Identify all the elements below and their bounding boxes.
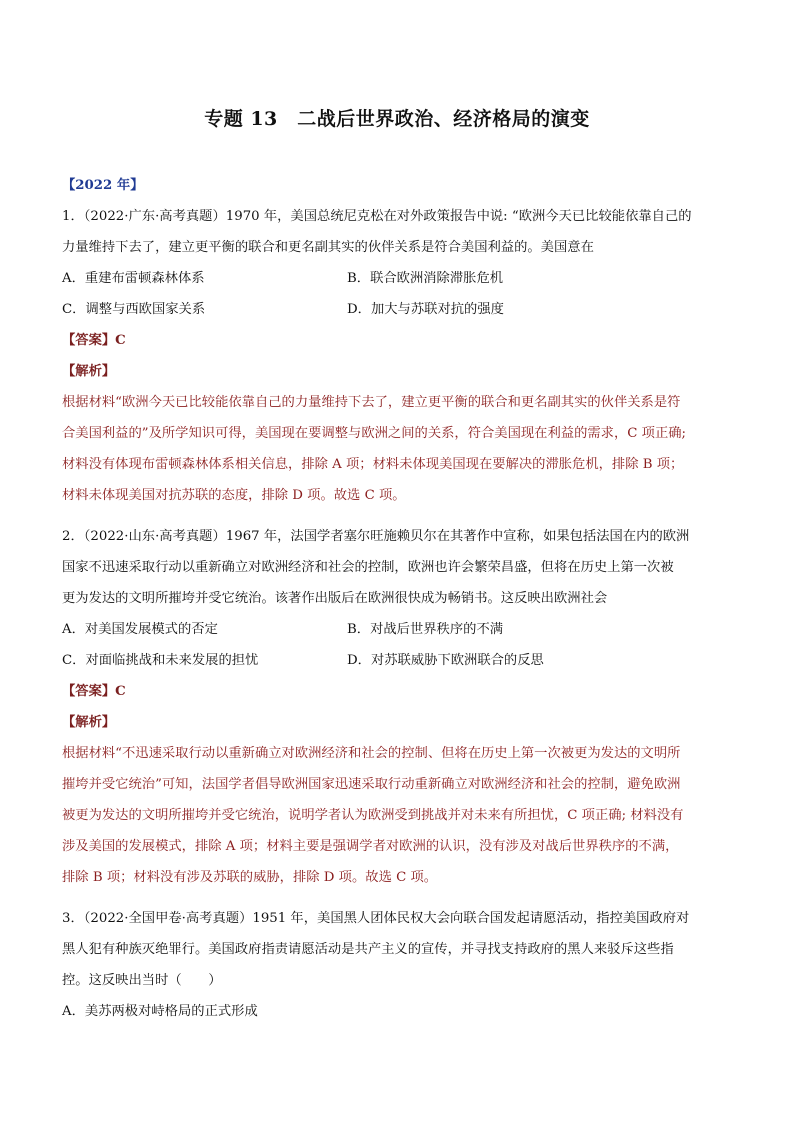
analysis-label: 【解析】: [62, 715, 116, 730]
analysis-line: 摧垮并受它统治”可知，法国学者倡导欧洲国家迅速采取行动重新确立对欧洲经济和社会的控制，避免欧洲: [62, 777, 681, 792]
year-section: [62, 170, 730, 201]
question-stem-line: 黑人犯有种族灭绝罪行。美国政府指责请愿活动是共产主义的宣传，并寻找支持政府的黑人来驳斥这些指: [62, 942, 674, 957]
year-heading: 【2022 年】: [62, 178, 144, 193]
option-a: A．对美国发展模式的否定: [62, 622, 218, 637]
question-3: [62, 903, 730, 1027]
option-c: C．调整与西欧国家关系: [62, 302, 206, 317]
answer-label: 【答案】C: [62, 333, 126, 348]
analysis-line: 根据材料“不迅速采取行动以重新确立对欧洲经济和社会的控制、但将在历史上第一次被更为发达的文明所: [62, 746, 681, 761]
options-row: [62, 294, 730, 325]
page-title: 专题 13 二战后世界政治、经济格局的演变: [204, 108, 590, 130]
question-stem-line: 力量维持下去了，建立更平衡的联合和更名副其实的伙伴关系是符合美国利益的。美国意在: [62, 240, 594, 255]
question-stem-line: 控。这反映出当时（ ）: [62, 973, 222, 988]
question-stem-line: 3．（2022·全国甲卷·高考真题）1951 年，美国黑人团体民权大会向联合国发起请愿活动，指控美国政府对: [62, 911, 690, 926]
analysis-line: 材料没有体现布雷顿森林体系相关信息，排除 A 项；材料未体现美国现在要解决的滞胀危机，排除 B 项；: [62, 457, 684, 472]
analysis-line: 材料未体现美国对抗苏联的态度，排除 D 项。故选 C 项。: [62, 488, 406, 503]
answer-label: 【答案】C: [62, 684, 126, 699]
options-row: [62, 645, 730, 676]
option-d: D．对苏联威胁下欧洲联合的反思: [347, 653, 544, 668]
analysis-line: 合美国利益的”及所学知识可得，美国现在要调整与欧洲之间的关系，符合美国现在利益的需求，C 项正确;: [62, 426, 687, 441]
question-2: [62, 521, 730, 893]
option-b: B．对战后世界秩序的不满: [347, 622, 504, 637]
analysis-line: 涉及美国的发展模式，排除 A 项；材料主要是强调学者对欧洲的认识，没有涉及对战后世界秩序的不满，: [62, 839, 679, 854]
options-row: [62, 614, 730, 645]
option-a: A．重建布雷顿森林体系: [62, 271, 205, 286]
analysis-line: 排除 B 项；材料没有涉及苏联的威胁，排除 D 项。故选 C 项。: [62, 870, 438, 885]
question-stem-line: 2．（2022·山东·高考真题）1967 年，法国学者塞尔旺施赖贝尔在其著作中宣称，如果包括法国在内的欧洲: [62, 529, 690, 544]
question-stem-line: 国家不迅速采取行动以重新确立对欧洲经济和社会的控制，欧洲也许会繁荣昌盛，但将在历史上第一次被: [62, 560, 674, 575]
analysis-line: 被更为发达的文明所摧垮并受它统治，说明学者认为欧洲受到挑战并对未来有所担忧，C 项正确; 材料没有: [62, 808, 684, 823]
analysis-label: 【解析】: [62, 364, 116, 379]
option-b: B．联合欧洲消除滞胀危机: [347, 271, 504, 286]
question-stem-line: 1．（2022·广东·高考真题）1970 年，美国总统尼克松在对外政策报告中说: “欧洲今天已比较能依靠自己的: [62, 209, 692, 224]
option-d: D．加大与苏联对抗的强度: [347, 302, 504, 317]
question-1: [62, 201, 730, 511]
question-stem-line: 更为发达的文明所摧垮并受它统治。该著作出版后在欧洲很快成为畅销书。这反映出欧洲社会: [62, 591, 608, 606]
options-row: [62, 263, 730, 294]
option-a: A．美苏两极对峙格局的正式形成: [62, 1004, 258, 1019]
option-c: C．对面临挑战和未来发展的担忧: [62, 653, 259, 668]
analysis-line: 根据材料“欧洲今天已比较能依靠自己的力量维持下去了，建立更平衡的联合和更名副其实的伙伴关系是符: [62, 395, 681, 410]
